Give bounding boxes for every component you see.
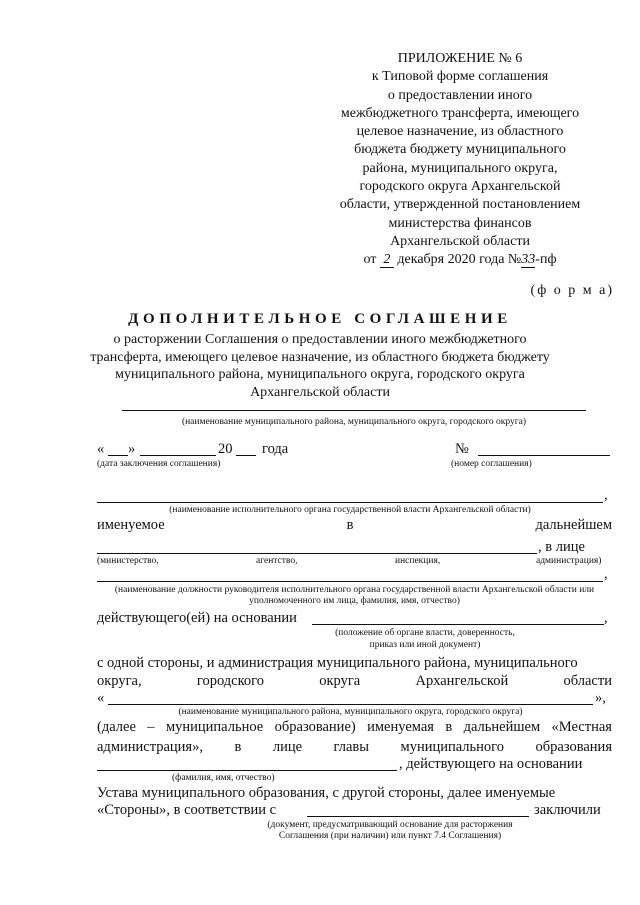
charter-text: Устава муниципального образования, с другой стороны, далее именуемые — [97, 785, 556, 801]
municipality-quoted-field[interactable] — [108, 704, 593, 705]
date-open-quote: « — [97, 441, 105, 457]
executive-body-field[interactable] — [97, 502, 603, 503]
appendix-line: ПРИЛОЖЕНИЕ № 6 — [397, 51, 523, 66]
basis-document-field[interactable] — [312, 624, 604, 625]
executive-body-type-field[interactable] — [97, 553, 537, 554]
head-position-field[interactable] — [97, 581, 603, 582]
caption-basis-line1: (положение об органе власти, доверенность, — [335, 628, 515, 638]
agreement-number-field[interactable] — [478, 455, 610, 456]
caption-agency: агентство, — [256, 556, 298, 566]
document-title: ДОПОЛНИТЕЛЬНОЕ СОГЛАШЕНИЕ — [128, 311, 512, 327]
caption-doc-line1: (документ, предусматривающий основание для расторжения — [267, 820, 513, 830]
one-side-text: с одной стороны, и администрация муниципального района, муниципального — [97, 655, 578, 671]
further-named-line: (далее – муниципальное образование) именуемая в дальнейшем «Местная — [97, 719, 612, 735]
appendix-line: о предоставлении иного — [387, 87, 533, 103]
quote-open: « — [97, 690, 105, 706]
termination-basis-field[interactable] — [307, 816, 529, 817]
caption-head-position: (наименование должности руководителя исполнительного органа государственной власти Архангельской области или уполномоченного им лица, фамилия, имя, отчество) — [114, 585, 595, 606]
caption-municipality: (наименование муниципального района, муниципального округа, городского округа) — [181, 417, 527, 427]
caption-doc-line2: Соглашения (при наличии) или пункт 7.4 Соглашения) — [278, 831, 502, 841]
caption-date-concluded: (дата заключения соглашения) — [97, 459, 221, 469]
admin-head-line: администрация», в лице главы муниципального образования — [97, 739, 612, 755]
caption-basis-line2: приказ или иной документ) — [369, 640, 481, 650]
caption-inspection: инспекция, — [395, 556, 441, 566]
date-day-handwritten: 2 — [380, 252, 394, 268]
quote-close: », — [595, 690, 606, 706]
district-words-line: округа, городского округа Архангельской области — [97, 673, 612, 689]
municipality-name-field[interactable] — [122, 410, 586, 411]
caption-agreement-number: (номер соглашения) — [451, 459, 532, 469]
appendix-date: от 2 декабря 2020 года №33-пф — [363, 252, 557, 268]
comma: , — [604, 566, 608, 582]
parties-text: «Стороны», в соответствии с — [97, 802, 277, 818]
appendix-line: к Типовой форме соглашения — [371, 69, 549, 85]
caption-fio: (фамилия, имя, отчество) — [172, 773, 275, 783]
date-day-field[interactable] — [108, 455, 128, 456]
date-number-handwritten: 33 — [521, 252, 536, 268]
comma: , — [604, 610, 608, 626]
appendix-line: целевое назначение, из областного — [356, 124, 564, 140]
concluded-text: заключили — [534, 802, 601, 818]
appendix-header — [330, 50, 590, 270]
date-close-quote: » — [128, 441, 136, 457]
comma: , — [604, 487, 608, 503]
date-month-field[interactable] — [140, 455, 216, 456]
appendix-line: бюджета бюджету муниципального — [354, 142, 566, 158]
number-sign: № — [455, 441, 469, 457]
date-year-field[interactable] — [236, 455, 256, 456]
named-further-line: именуемое в дальнейшем — [97, 517, 612, 533]
caption-ministry: (министерство, — [97, 556, 159, 566]
appendix-line: городского округа Архангельской — [359, 179, 561, 195]
caption-administration: администрация) — [536, 556, 602, 566]
caption-executive-body: (наименование исполнительного органа государственной власти Архангельской области) — [169, 505, 531, 515]
appendix-line: межбюджетного трансферта, имеющего — [340, 105, 580, 121]
head-fio-field[interactable] — [97, 770, 397, 771]
caption-municipality-2: (наименование муниципального района, муниципального округа, городского округа) — [178, 707, 523, 717]
appendix-line: министерства финансов — [388, 215, 532, 231]
acting-basis-text: действующего(ей) на основании — [97, 610, 297, 626]
year-suffix: года — [262, 441, 289, 457]
appendix-line: области, утвержденной постановлением — [339, 197, 581, 213]
year-prefix: 20 — [218, 441, 233, 457]
forma-label: (ф о р м а) — [530, 283, 614, 298]
appendix-line: района, муниципального округа, — [362, 160, 558, 176]
acting-on-text: , действующего на основании — [399, 756, 583, 772]
in-person-text: , в лице — [538, 539, 585, 555]
appendix-line: Архангельской области — [390, 233, 530, 249]
document-subtitle: о расторжении Соглашения о предоставлении иного межбюджетного трансферта, имеющего целевое назначение, из областного бюджета бюджету муниципального района, муниципального округа, городского округа Архангельской области — [90, 332, 550, 400]
